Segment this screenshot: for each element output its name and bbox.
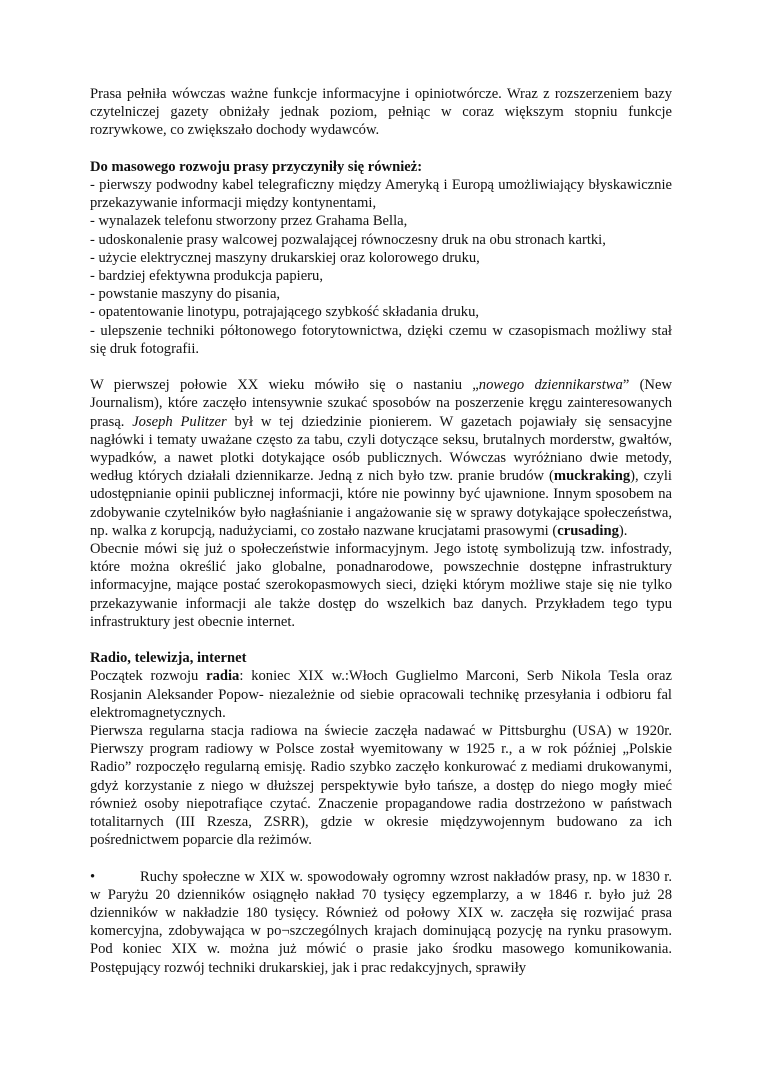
spacer (90, 849, 672, 867)
development-item-8: - ulepszenie techniki półtonowego fotorytownictwa, dzięki czemu w czasopismach możliwy stał się druk fotografii. (90, 322, 672, 357)
development-item-1: - pierwszy podwodny kabel telegraficzny między Ameryką i Europą umożliwiający błyskawicznie przekazywanie informacji między kontynentami, (90, 177, 672, 212)
development-item-4: - użycie elektrycznej maszyny drukarskiej oraz kolorowego druku, (90, 249, 480, 266)
nj-text-c: był w tej dziedzinie pionierem. W gazetach pojawiały się sensacyjne nagłówki i tematy uważane często za tabu, czyli dotyczące seksu, brutalnych morderstw, gwałtów, wypadków, a nawet plotki dotykające osób publicznych. Wówczas wyróżniano dwie metody, według których działali dziennikarze. Jedną z nich było tzw. pranie brudów ( (90, 413, 673, 485)
new-journalism-paragraph (90, 376, 672, 540)
radio-heading: Radio, telewizja, internet (90, 650, 247, 667)
development-item-3: - udoskonalenie prasy walcowej pozwalającej równoczesny druk na obu stronach kartki, (90, 231, 606, 248)
nj-term-new-journalism: nowego dziennikarstwa (478, 377, 623, 394)
information-society-paragraph: Obecnie mówi się już o społeczeństwie informacyjnym. Jego istotę symbolizują tzw. infostrady, które można określić jako globalne, ponadnarodowe, powszechnie dostępne infrastruktury informacyjne, mające postać szerokopasmowych sieci, dzięki którym możliwe staje się nie tylko przekazywanie informacji ale także dostęp do wszelkich baz danych. Przykładem tego typu infrastruktury jest obecnie internet. (90, 541, 672, 630)
radio-origin-paragraph (90, 667, 672, 722)
document-page (90, 85, 672, 977)
development-heading: Do masowego rozwoju prasy przyczyniły się również: (90, 158, 423, 175)
bullet-mark: • (90, 868, 96, 885)
development-item-2: - wynalazek telefonu stworzony przez Grahama Bella, (90, 213, 408, 230)
nj-text-d: ), czyli udostępnianie opinii publicznej informacji, które nie powinny być ujawnione. Innym sposobem na zdobywanie czytelników było nagłaśnianie i angażowanie się w sprawy dotykające społeczeństwa, np. walka z korupcją, nadużyciami, co zostało nazwane krucjatami prasowymi ( (90, 468, 672, 539)
development-item-5: - bardziej efektywna produkcja papieru, (90, 268, 323, 285)
social-movements-text: Ruchy społeczne w XIX w. spowodowały ogromny wzrost nakładów prasy, np. w 1830 r. w Paryżu 20 dzienników osiągnęło nakład 70 tysięcy egzemplarzy, a w 1846 r. było już 28 dzienników w nakładzie 180 tysięcy. Również od połowy XIX w. zaczęła się rozwijać prasa komercyjna, zdobywająca w po¬szczególnych krajach dominującą pozycję na rynku prasowym. Pod koniec XIX w. można już mówić o prasie jako środku masowego komunikowania. Postępujący rozwój techniki drukarskiej, jak i prac redakcyjnych, sprawiły (90, 868, 672, 976)
intro-paragraph: Prasa pełniła wówczas ważne funkcje informacyjne i opiniotwórcze. Wraz z rozszerzeniem bazy czytelniczej gazety obniżały jednak poziom, pełniąc w coraz większym stopniu funkcje rozrywkowe, co zwiększało dochody wydawców. (90, 86, 672, 139)
nj-term-muckraking: muckraking (553, 468, 631, 485)
nj-name-pulitzer: Joseph Pulitzer (132, 413, 227, 430)
radio-history-paragraph: Pierwsza regularna stacja radiowa na świecie zaczęła nadawać w Pittsburghu (USA) w 1920r. Pierwszy program radiowy w Polsce został wyemitowany w 1925 r., a w rok później „Polskie Radio” rozpoczęło regularną emisję. Radio szybko zaczęło konkurować z mediami drukowanymi, gdyż korzystanie z niego w dłuższej perspektywie było tańsze, a dostęp do niego mogły mieć również osoby niepotrafiące czytać. Znaczenie propagandowe radia dostrzeżono w państwach totalitarnych (III Rzesza, ZSRR), gdzie w okresie międzywojennym budowano za ich pośrednictwem poparcie dla reżimów. (90, 723, 672, 849)
spacer (90, 140, 672, 158)
radio-text-a: Początek rozwoju (90, 668, 207, 685)
nj-text-b: ” (New Journalism), które zaczęło intensywnie szukać sposobów na poszerzenie kręgu zainteresowanych prasą. (90, 377, 672, 430)
radio-term: radia (206, 668, 240, 685)
spacer (90, 631, 672, 649)
nj-text-e: ). (618, 522, 628, 539)
development-item-6: - powstanie maszyny do pisania, (90, 286, 281, 303)
social-movements-paragraph (90, 868, 672, 977)
development-item-7: - opatentowanie linotypu, potrajającego szybkość składania druku, (90, 304, 480, 321)
nj-text-a: W pierwszej połowie XX wieku mówiło się o nastaniu „ (90, 377, 479, 394)
radio-text-b: : koniec XIX w.:Włoch Guglielmo Marconi, Serb Nikola Tesla oraz Rosjanin Aleksander Popow- niezależnie od siebie opracowali technikę przesyłania i odbioru fal elektromagnetycznych. (90, 668, 672, 721)
spacer (90, 358, 672, 376)
nj-term-crusading: crusading (557, 522, 619, 539)
